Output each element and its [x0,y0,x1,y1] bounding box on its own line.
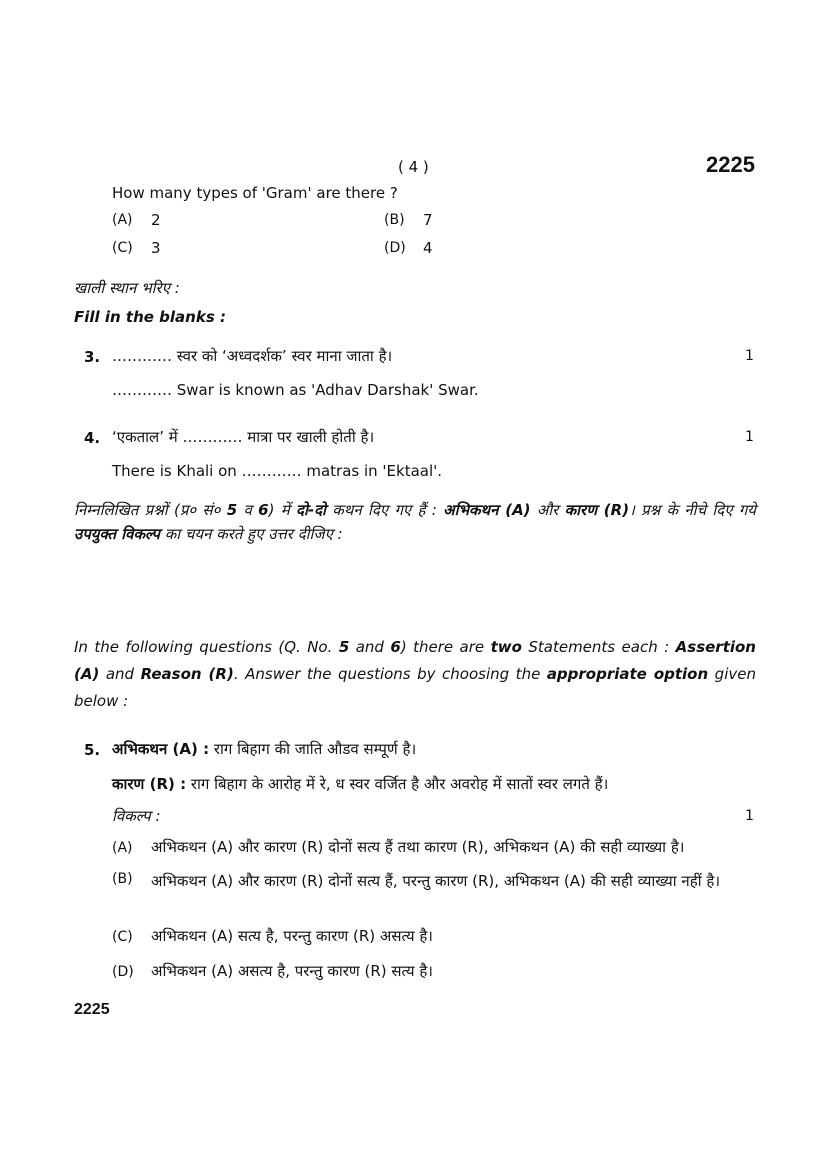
q5-reason [112,774,608,794]
page-number: ( 4 ) [398,158,429,176]
instr-en-part: and [99,665,141,683]
option-text: अभिकथन (A) असत्य है, परन्तु कारण (R) सत्य है। [151,962,433,980]
instr-hi-part: व [237,501,259,519]
instr-hi-number: 5 [226,501,238,519]
q4-marks: 1 [745,429,754,445]
question-gram: How many types of 'Gram' are there ? [112,184,398,202]
instr-hi-part: । प्रश्न के नीचे दिए गये [629,501,756,519]
instr-en-bold: Assertion (A) [74,638,756,683]
option-label: (B) [384,212,405,228]
paper-code-header: 2225 [706,152,755,177]
instr-en-part: and [349,638,391,656]
instr-en-part: given below : [74,665,756,710]
option-text: 7 [423,211,433,229]
instr-hi-bold: उपयुक्त विकल्प [74,525,160,543]
instr-en-bold: appropriate option [546,665,709,683]
option-label: (A) [112,840,133,856]
option-label: (C) [112,929,133,945]
option-label: (D) [112,964,134,980]
instr-en-bold: Reason (R) [140,665,234,683]
q5-assertion [112,739,416,759]
instr-hi-part: निम्नलिखित प्रश्नों (प्र० सं० [74,501,227,519]
q3-marks: 1 [745,348,754,364]
instr-hi-part: का चयन करते हुए उत्तर दीजिए : [159,525,343,543]
reason-text: राग बिहाग के आरोह में रे, ध स्वर वर्जित है और अवरोह में सातों स्वर लगते हैं। [190,775,609,793]
instr-hi-part: और [530,501,565,519]
paper-code-footer: 2225 [74,1001,110,1018]
fill-blanks-heading-english: Fill in the blanks : [74,308,226,326]
instr-hi-bold: अभिकथन (A) [443,501,531,519]
q3-english-text: ………… Swar is known as 'Adhav Darshak' Swar. [112,381,479,399]
question-number: 5. [84,741,101,759]
option-label: (D) [384,240,406,256]
fill-blanks-heading-hindi: खाली स्थान भरिए : [74,279,180,297]
option-text: 2 [151,211,161,229]
option-label: (C) [112,240,133,256]
q4-english-text: There is Khali on ………… matras in 'Ektaal'. [112,462,443,480]
instr-en-number: 5 [338,638,350,656]
option-text: 4 [423,239,433,257]
instr-en-bold: two [490,638,522,656]
instr-hi-part: कथन दिए गए हैं : [325,501,444,519]
question-number: 3. [84,348,101,366]
instr-hi-bold: कारण (R) [564,501,630,519]
q4-hindi-text: ‘एकताल’ में ………… मात्रा पर खाली होती है। [112,428,375,446]
instr-en-part: Statements each : [521,638,676,656]
instr-en-part: . Answer the questions by choosing the [233,665,547,683]
instr-hi-part: ) में [268,501,297,519]
question-number: 4. [84,429,101,447]
instr-hi-number: 6 [258,501,269,519]
option-text: अभिकथन (A) और कारण (R) दोनों सत्य हैं तथा कारण (R), अभिकथन (A) की सही व्याख्या है। [151,838,685,856]
instr-hi-bold: दो-दो [296,501,326,519]
instr-en-part: In the following questions (Q. No. [74,638,339,656]
assertion-label: अभिकथन (A) : [112,740,210,758]
q3-hindi-text: ………… स्वर को ‘अध्वदर्शक’ स्वर माना जाता है। [112,347,393,365]
q5-marks: 1 [745,808,754,824]
option-text: अभिकथन (A) और कारण (R) दोनों सत्य हैं, परन्तु कारण (R), अभिकथन (A) की सही व्याख्या नहीं है। [151,872,721,890]
assertion-text: राग बिहाग की जाति औडव सम्पूर्ण है। [213,740,417,758]
reason-label: कारण (R) : [112,775,187,793]
q5-options-label: विकल्प : [112,807,161,825]
instr-en-part: ) there are [400,638,491,656]
instr-en-number: 6 [390,638,401,656]
option-text: 3 [151,239,161,257]
option-text: अभिकथन (A) सत्य है, परन्तु कारण (R) असत्य है। [151,927,433,945]
instructions-hindi [74,498,756,546]
option-label: (A) [112,212,133,228]
option-label: (B) [112,871,133,887]
instructions-english [74,634,756,715]
